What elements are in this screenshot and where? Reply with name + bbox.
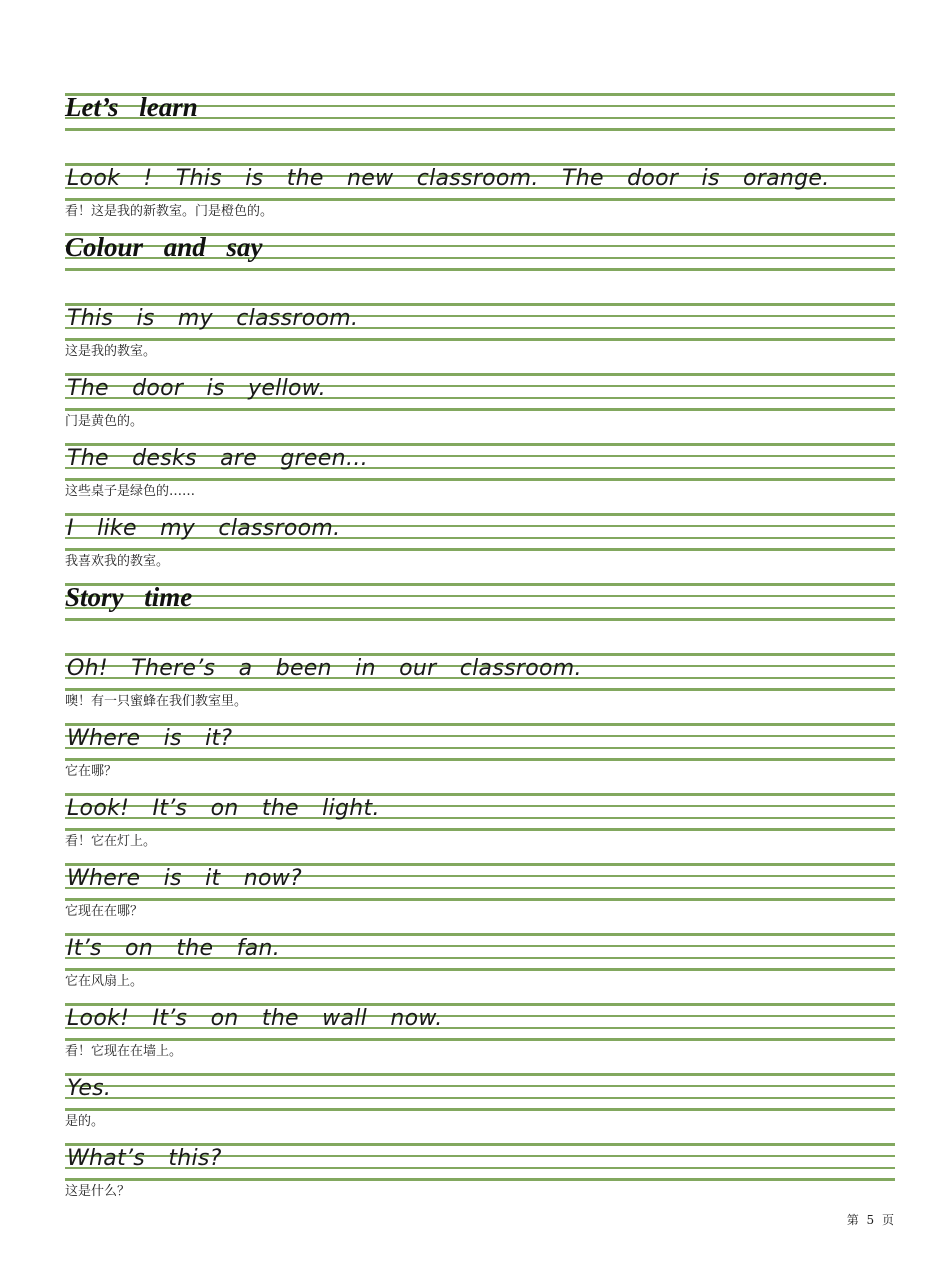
chinese-translation: 噢！有一只蜜蜂在我们教室里。 <box>65 694 248 709</box>
english-sentence: This is my classroom. <box>67 306 359 331</box>
chinese-translation: 这是我的教室。 <box>65 344 157 359</box>
section-heading: Let’s learn <box>65 92 198 122</box>
chinese-translation: 它在哪？ <box>65 764 118 779</box>
english-sentence: Look ! This is the new classroom. The door is orange. <box>67 166 830 191</box>
english-sentence: The door is yellow. <box>67 376 326 401</box>
english-sentence: Oh! There’s a been in our classroom. <box>67 656 582 681</box>
guide-lines <box>65 1073 895 1111</box>
chinese-translation: 看！这是我的新教室。门是橙色的。 <box>65 204 274 219</box>
chinese-translation: 是的。 <box>65 1114 105 1129</box>
chinese-translation: 它现在在哪？ <box>65 904 144 919</box>
section-heading: Story time <box>65 582 193 612</box>
english-sentence: I like my classroom. <box>67 516 341 541</box>
chinese-translation: 这是什么？ <box>65 1184 131 1199</box>
english-sentence: Yes. <box>67 1076 112 1101</box>
chinese-translation: 我喜欢我的教室。 <box>65 554 170 569</box>
chinese-translation: 它在风扇上。 <box>65 974 144 989</box>
page-number: 第 5 页 <box>846 1213 894 1227</box>
chinese-translation: 门是黄色的。 <box>65 414 144 429</box>
english-sentence: What’s this? <box>67 1146 222 1171</box>
chinese-translation: 这些桌子是绿色的…… <box>65 484 196 499</box>
chinese-translation: 看！它在灯上。 <box>65 834 157 849</box>
english-sentence: Look! It’s on the wall now. <box>67 1006 443 1031</box>
english-sentence: The desks are green… <box>67 446 369 471</box>
chinese-translation: 看！它现在在墙上。 <box>65 1044 183 1059</box>
english-sentence: Look! It’s on the light. <box>67 796 380 821</box>
section-heading: Colour and say <box>65 232 263 262</box>
english-sentence: It’s on the fan. <box>67 936 281 961</box>
english-sentence: Where is it now? <box>67 866 302 891</box>
english-sentence: Where is it? <box>67 726 233 751</box>
